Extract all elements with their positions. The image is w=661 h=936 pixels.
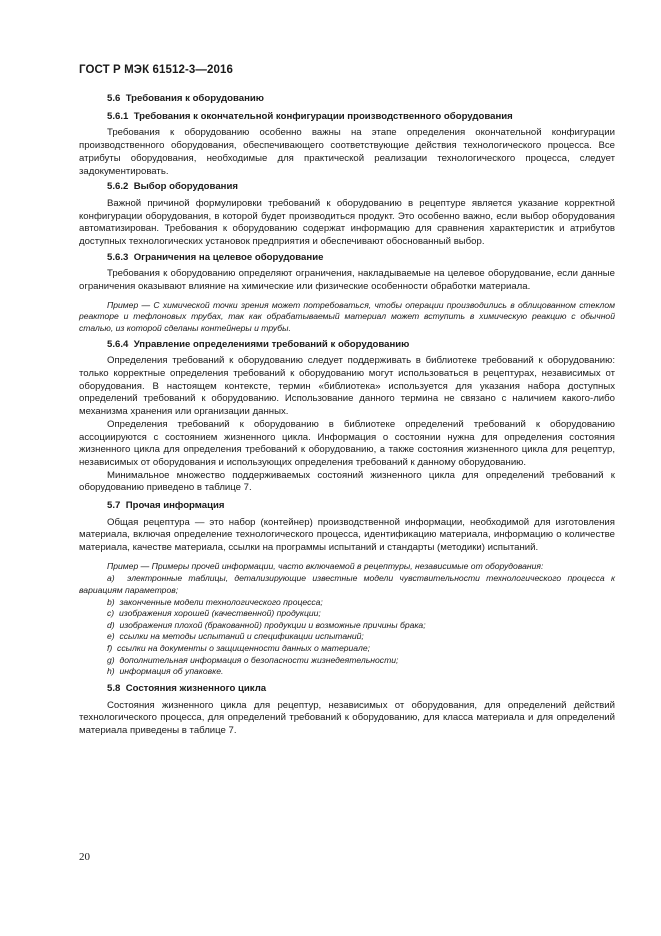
paragraph: Важной причиной формулировки требований к оборудованию в рецептуре является указание корректной конфигурации оборудования, в которой будет производиться продукт. Это особенно важно, если выбор оборудования автоматизирован. Требования к оборудованию содержат информацию для сравнения характеристик и атрибутов доступных технологических установок предприятия и обеспечивают обоснованный выбор. [79,197,615,248]
section-title: Состояния жизненного цикла [125,682,267,694]
section-number: 5.6.1 [107,110,129,122]
list-item-text: информация об упаковке. [119,666,224,677]
paragraph: Общая рецептура — это набор (контейнер) производственной информации, необходимой для изготовления материала, включая определение технологического процесса, идентификацию материала, информацию о количестве материала, качестве материала, ссылки на программы испытаний и стандарты (методики) испытаний. [79,516,615,554]
section-5-6-1-heading [79,111,615,124]
section-number: 5.6.3 [107,251,129,263]
list-item [79,666,615,678]
section-title: Требования к оборудованию [125,93,264,104]
list-item-label: d) [107,619,115,630]
page-number: 20 [79,851,90,863]
list-item-label: c) [107,608,115,619]
section-number: 5.6 [107,93,121,104]
section-title: Ограничения на целевое оборудование [133,251,324,263]
list-item-label: a) [107,573,115,584]
list-item-text: изображения плохой (бракованной) продукции и возможные причины брака; [119,619,426,630]
paragraph: Состояния жизненного цикла для рецептур, независимых от оборудования, для определений действий технологического процесса, для определений требований к оборудованию, для класса материала и для определений материала приведены в таблице 7. [79,699,615,736]
section-5-6-4-heading [79,339,615,352]
list-item-text: законченные модели технологического процесса; [119,596,323,607]
list-item-label: g) [107,654,115,665]
list-item-text: ссылки на документы о защищенности данных о материале; [117,643,370,654]
list-item-label: b) [107,596,115,607]
list-item-text: изображения хорошей (качественной) продукции; [118,608,321,619]
list-item [79,620,615,632]
list-item [79,655,615,667]
section-number: 5.7 [107,500,121,512]
list-item [79,573,615,596]
section-5-8-heading [79,683,615,696]
section-title: Прочая информация [125,500,225,512]
list-item-label: h) [107,666,115,677]
example-note: Пример — Примеры прочей информации, часто включаемой в рецептуры, независимые от оборудования: [107,560,544,571]
paragraph: Минимальное множество поддерживаемых состояний жизненного цикла для определений требований к оборудованию приведено в таблице 7. [79,469,615,494]
section-title: Управление определениями требований к оборудованию [133,338,410,350]
list-item [79,608,615,620]
section-number: 5.6.2 [107,181,129,193]
section-5-6-3-heading [79,252,615,265]
paragraph: Требования к оборудованию особенно важны на этапе определения окончательной конфигурации производственного оборудования, обеспечивающего соответствующие действия технологического процесса. Все атрибуты оборудования, необходимые для практической реализации технологического процесса, следует задокументировать. [79,127,615,177]
list-item [79,631,615,643]
example-note: Пример — С химической точки зрения может потребоваться, чтобы операции производились в облицованном стеклом реакторе и тефлоновых трубах, так как обрабатываемый материал может вступить в химическую реакцию с обычной сталью, из которой сделаны контейнеры и трубы. [79,299,615,334]
list-item-text: дополнительная информация о безопасности жизнедеятельности; [119,654,399,665]
paragraph: Определения требований к оборудованию следует поддерживать в библиотеке требований к оборудованию: только корректные определения требований к оборудованию могут использоваться в рецептурах, независимых от оборудования. В настоящем контексте, термин «библиотека» используется для указания набора доступных определений требований к оборудованию. Использование данного термина не связано с наличием какого-либо механизма хранения или организации данных. [79,355,615,418]
paragraph: Определения требований к оборудованию в библиотеке определений требований к оборудованию ассоциируются с состоянием жизненного цикла. Информация о состоянии нужна для определения состояния жизненного цикла для определения требований к оборудованию, а также состояния жизненного цикла для рецептур, независимых от оборудования и использующих определения требований к данному оборудованию. [79,418,615,468]
document-header: ГОСТ Р МЭК 61512-3—2016 [79,64,233,76]
section-5-6-2-heading [79,181,615,194]
section-5-6-heading [79,93,615,106]
section-number: 5.8 [107,682,121,694]
list-item-label: e) [107,631,115,642]
list-item-label: f) [107,643,113,654]
list-item-text: ссылки на методы испытаний и спецификации испытаний; [119,631,364,642]
list-item-text: электронные таблицы, детализирующие известные модели чувствительности технологического процесса к вариациям параметров; [79,573,615,596]
list-item [79,643,615,655]
section-5-7-heading [79,500,615,513]
list-item [79,597,615,609]
section-title: Выбор оборудования [133,181,238,193]
section-title: Требования к окончательной конфигурации производственного оборудования [133,110,513,122]
paragraph: Требования к оборудованию определяют ограничения, накладываемые на целевое оборудование, если данные ограничения оказывают влияние на химические или физические особенности обработки материала. [79,268,615,293]
section-number: 5.6.4 [107,338,129,350]
page-content [79,93,615,738]
